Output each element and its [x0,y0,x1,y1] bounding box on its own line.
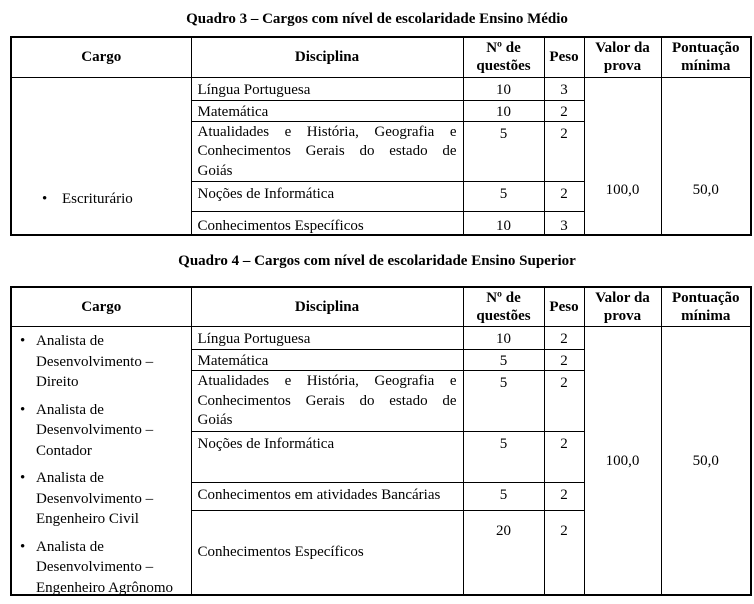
header-disciplina: Disciplina [191,37,463,77]
table-row [11,327,751,350]
header-row [11,287,751,327]
peso-cell: 2 [544,350,584,371]
disciplina-cell: Conhecimentos Específicos [191,510,463,595]
peso-cell: 2 [544,327,584,350]
quadro4-table [10,286,752,596]
cargo-list-item [42,189,189,210]
disciplina-cell: Noções de Informática [191,182,463,212]
disciplina-cell: Matemática [191,350,463,371]
bullet-icon: • [20,401,26,418]
quadro3-title: Quadro 3 – Cargos com nível de escolaridade Ensino Médio [186,11,568,27]
quadro3-table [10,36,752,236]
disciplina-cell: Língua Portuguesa [191,327,463,350]
cargo-list-item [20,537,189,599]
pontuacao-minima-cell: 50,0 [661,77,751,235]
header-valor-prova: Valor da prova [584,37,661,77]
bullet-icon: • [20,333,26,349]
disciplina-line: Goiás [197,162,233,179]
disciplina-line: Atualidades e História, Geografia e [197,373,457,389]
questoes-cell: 5 [463,371,544,432]
questoes-cell: 5 [463,431,544,482]
header-cargo: Cargo [11,37,191,77]
cargo-label: Analista de Desenvolvimento – Direito [36,333,154,390]
peso-cell: 2 [544,371,584,432]
cargo-list-item [20,468,189,530]
disciplina-cell [191,121,463,182]
disciplina-cell: Matemática [191,100,463,121]
valor-prova-cell: 100,0 [584,77,661,235]
header-row [11,37,751,77]
quadro4-title: Quadro 4 – Cargos com nível de escolaridade Ensino Superior [178,253,576,269]
bullet-icon: • [42,190,48,207]
cargo-label: Analista de Desenvolvimento – Engenheiro Agrônomo [36,538,174,596]
peso-cell: 2 [544,510,584,595]
table-row [11,77,751,100]
cargo-list [20,331,189,598]
peso-cell: 2 [544,182,584,212]
valor-prova-cell: 100,0 [584,327,661,596]
cargo-label: Analista de Desenvolvimento – Contador [36,401,154,459]
questoes-cell: 10 [463,77,544,100]
cargo-cell [11,77,191,235]
peso-cell: 3 [544,212,584,236]
pontuacao-minima-cell: 50,0 [661,327,751,596]
cargo-label: Escriturário [62,190,133,207]
header-peso: Peso [544,37,584,77]
header-questoes: Nº de questões [463,37,544,77]
questoes-cell: 10 [463,212,544,236]
cargo-label: Analista de Desenvolvimento – Engenheiro Civil [36,470,154,527]
peso-cell: 2 [544,100,584,121]
cargo-list-item [20,400,189,462]
questoes-cell: 5 [463,121,544,182]
questoes-cell: 5 [463,482,544,510]
header-cargo: Cargo [11,287,191,327]
disciplina-line: Conhecimentos Gerais do estado de [197,143,457,159]
disciplina-cell: Conhecimentos em atividades Bancárias [191,482,463,510]
disciplina-cell: Noções de Informática [191,431,463,482]
questoes-cell: 5 [463,182,544,212]
questoes-cell: 20 [463,510,544,595]
bullet-icon: • [20,470,26,486]
header-questoes: Nº de questões [463,287,544,327]
peso-cell: 2 [544,121,584,182]
cargo-cell [11,327,191,596]
cargo-list-item [20,331,189,393]
header-pontuacao-minima: Pontuação mínima [661,37,751,77]
peso-cell: 3 [544,77,584,100]
disciplina-line: Goiás [197,412,233,428]
disciplina-line: Atualidades e História, Geografia e [197,123,457,140]
header-peso: Peso [544,287,584,327]
peso-cell: 2 [544,431,584,482]
bullet-icon: • [20,538,26,555]
header-valor-prova: Valor da prova [584,287,661,327]
peso-cell: 2 [544,482,584,510]
header-disciplina: Disciplina [191,287,463,327]
header-pontuacao-minima: Pontuação mínima [661,287,751,327]
disciplina-cell: Conhecimentos Específicos [191,212,463,236]
questoes-cell: 10 [463,100,544,121]
questoes-cell: 5 [463,350,544,371]
disciplina-line: Conhecimentos Gerais do estado de [197,392,457,409]
disciplina-cell [191,371,463,432]
disciplina-cell: Língua Portuguesa [191,77,463,100]
questoes-cell: 10 [463,327,544,350]
